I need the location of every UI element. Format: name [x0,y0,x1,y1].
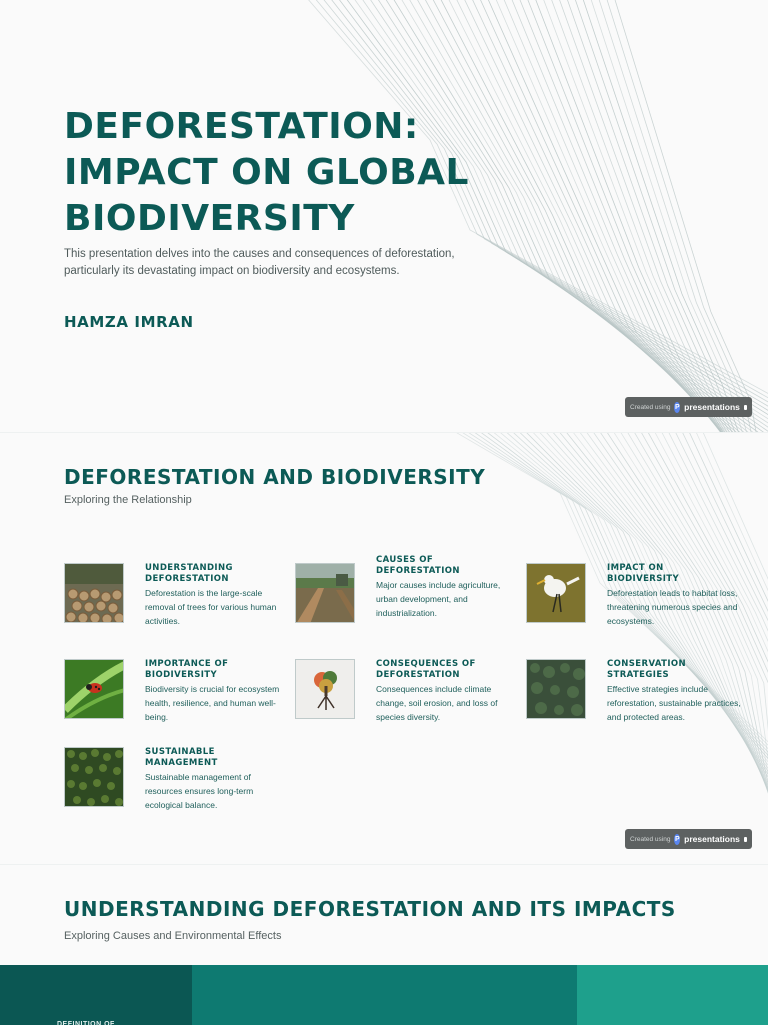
card-impact-on-biodiversity [526,563,746,643]
card-description: Deforestation is the large-scale removal of trees for various human activities. [145,588,277,626]
impacts-slide [0,864,768,1025]
decorative-line [508,0,768,432]
title-slide [0,0,768,432]
decorative-line [484,0,768,432]
presentations-logo-icon: P [674,403,680,411]
decorative-line [685,433,768,865]
band-panel-1 [0,965,192,1025]
presentation-subtitle: This presentation delves into the causes and consequences of deforestation, particularly its devastating impact on biodiversity and ecosystems. [64,248,455,277]
decorative-line [564,0,768,432]
card-description: Deforestation leads to habitat loss, threatening numerous species and ecosystems. [607,588,738,626]
card-conservation-strategies [526,659,746,739]
decorative-line [671,433,768,865]
brand-name: presentations [684,402,740,412]
ladybug-icon [64,659,124,719]
card-title: CONSERVATION STRATEGIES [607,659,687,680]
decorative-line [540,0,768,432]
decorative-line [699,433,768,865]
decorative-line [532,0,768,432]
created-using-badge[interactable] [625,397,752,417]
biodiversity-slide [0,432,768,865]
bird-icon [526,563,586,623]
slide-subtitle: Exploring the Relationship [64,494,192,506]
band-label: DEFINITION OF [57,1021,115,1025]
card-description: Effective strategies include reforestation, sustainable practices, and protected areas. [607,684,741,722]
card-consequences-of-deforestation [295,659,515,739]
decorative-line [692,433,768,865]
slide-subtitle: Exploring Causes and Environmental Effects [64,930,282,942]
decorative-line [556,0,768,432]
card-importance-of-biodiversity [64,659,284,739]
tree-icon [295,659,355,719]
decorative-line [548,0,768,432]
presentation-title: DEFORESTATION: IMPACT ON GLOBAL BIODIVERSITY [64,106,469,239]
card-title: IMPORTANCE OF BIODIVERSITY [145,659,229,680]
decorative-line [524,0,768,432]
card-causes-of-deforestation [295,555,515,643]
brand-mark-icon [744,405,747,410]
decorative-line [678,433,768,865]
decorative-line [622,433,768,853]
card-description: Biodiversity is crucial for ecosystem health, resilience, and human well-being. [145,684,280,722]
decorative-line [612,0,768,432]
card-description: Sustainable management of resources ensures long-term ecological balance. [145,772,254,810]
card-title: UNDERSTANDING DEFORESTATION [145,563,233,584]
forest-aerial-icon [526,659,586,719]
card-understanding-deforestation [64,563,284,643]
log-pile-icon [64,563,124,623]
card-title: IMPACT ON BIODIVERSITY [607,563,680,584]
decorative-line [492,0,768,432]
band-panel-3 [577,965,768,1025]
card-title: CONSEQUENCES OF DEFORESTATION [376,659,476,680]
created-using-text: Created using [630,403,671,411]
card-title: CAUSES OF DEFORESTATION [376,555,460,576]
slide-title: DEFORESTATION AND BIODIVERSITY [64,465,486,489]
author-name: HAMZA IMRAN [64,313,194,331]
decorative-line [588,0,768,432]
decorative-line [580,0,768,432]
card-title: SUSTAINABLE MANAGEMENT [145,747,218,768]
presentations-logo-icon: P [674,835,680,843]
decorative-line [636,433,768,861]
band-panel-2 [192,965,577,1025]
brand-name: presentations [684,834,740,844]
forest-canopy-icon [64,747,124,807]
card-description: Consequences include climate change, soil erosion, and loss of species diversity. [376,684,498,722]
created-using-badge[interactable] [625,829,752,849]
card-sustainable-management [64,747,284,827]
decorative-line [643,433,768,865]
decorative-line [657,433,768,865]
decorative-line [604,0,768,432]
slide-title: UNDERSTANDING DEFORESTATION AND ITS IMPACTS [64,897,676,921]
decorative-line [572,0,768,432]
decorative-line [629,433,768,857]
decorative-line [596,0,768,432]
brand-mark-icon [744,837,747,842]
card-description: Major causes include agriculture, urban development, and industrialization. [376,580,501,618]
decorative-line [500,0,768,432]
created-using-text: Created using [630,835,671,843]
decorative-line [516,0,768,432]
decorative-line [650,433,768,865]
farmland-icon [295,563,355,623]
decorative-line [664,433,768,865]
